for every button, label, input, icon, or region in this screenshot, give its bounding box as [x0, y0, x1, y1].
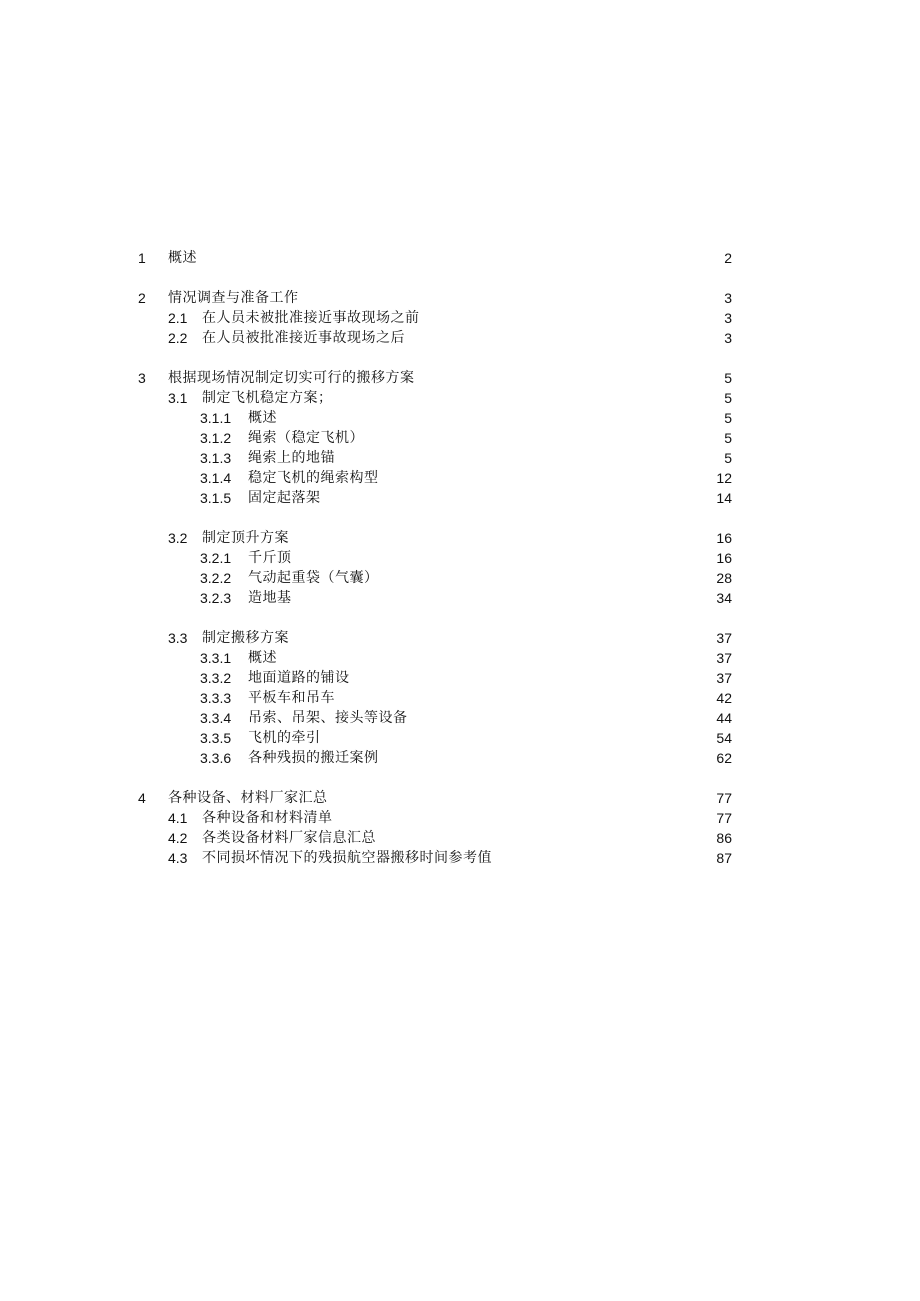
- toc-entry-title: 制定飞机稳定方案；: [202, 390, 333, 406]
- toc-entry-title: 地面道路的铺设: [248, 670, 350, 686]
- toc-entry-number: 3.1.5: [200, 490, 232, 506]
- toc-entry-page-number: 62: [716, 750, 732, 766]
- toc-entry-title: 概述: [168, 250, 197, 266]
- toc-entry-title: 根据现场情况制定切实可行的搬移方案: [168, 370, 415, 386]
- toc-entry[interactable]: [0, 328, 920, 348]
- toc-entry-title: 不同损坏情况下的残损航空器搬移时间参考值: [202, 850, 492, 866]
- toc-entry-number: 4: [138, 790, 146, 806]
- toc-entry-number: 4.2: [168, 830, 188, 846]
- toc-entry-page-number: 28: [716, 570, 732, 586]
- toc-entry-number: 2: [138, 290, 146, 306]
- toc-entry-number: 3.2.3: [200, 590, 232, 606]
- toc-entry-number: 3.3.1: [200, 650, 232, 666]
- toc-entry-page-number: 3: [724, 310, 732, 326]
- toc-entry-title: 绳索上的地锚: [248, 450, 335, 466]
- toc-entry[interactable]: [0, 708, 920, 728]
- toc-entry-number: 2.2: [168, 330, 188, 346]
- toc-entry-number: 3.3: [168, 630, 188, 646]
- toc-entry[interactable]: [0, 828, 920, 848]
- toc-entry-page-number: 37: [716, 630, 732, 646]
- toc-entry-title: 在人员未被批准接近事故现场之前: [202, 310, 420, 326]
- toc-entry[interactable]: [0, 248, 920, 268]
- toc-entry-page-number: 5: [724, 450, 732, 466]
- toc-entry-number: 3.3.5: [200, 730, 232, 746]
- toc-entry-page-number: 14: [716, 490, 732, 506]
- toc-entry[interactable]: [0, 528, 920, 548]
- toc-entry[interactable]: [0, 448, 920, 468]
- toc-entry[interactable]: [0, 808, 920, 828]
- toc-entry-title: 造地基: [248, 590, 292, 606]
- toc-entry-title: 千斤顶: [248, 550, 292, 566]
- toc-entry[interactable]: [0, 488, 920, 508]
- toc-entry-page-number: 44: [716, 710, 732, 726]
- toc-entry-number: 3.3.3: [200, 690, 232, 706]
- toc-entry-title: 制定顶升方案: [202, 530, 289, 546]
- toc-entry-number: 4.1: [168, 810, 188, 826]
- toc-entry-number: 3.3.2: [200, 670, 232, 686]
- toc-entry-title: 概述: [248, 650, 277, 666]
- toc-entry-title: 稳定飞机的绳索构型: [248, 470, 379, 486]
- toc-entry-title: 各种设备、材料厂家汇总: [168, 790, 328, 806]
- toc-entry[interactable]: [0, 408, 920, 428]
- toc-entry[interactable]: [0, 388, 920, 408]
- toc-entry-number: 3.3.4: [200, 710, 232, 726]
- toc-entry-number: 3.3.6: [200, 750, 232, 766]
- toc-entry-page-number: 86: [716, 830, 732, 846]
- toc-entry-title: 制定搬移方案: [202, 630, 289, 646]
- toc-entry-number: 3.2.2: [200, 570, 232, 586]
- toc-entry-title: 概述: [248, 410, 277, 426]
- toc-entry-title: 各种设备和材料清单: [202, 810, 333, 826]
- toc-entry-page-number: 5: [724, 410, 732, 426]
- toc-entry[interactable]: [0, 628, 920, 648]
- toc-entry-title: 吊索、吊架、接头等设备: [248, 710, 408, 726]
- toc-entry[interactable]: [0, 568, 920, 588]
- toc-entry-number: 1: [138, 250, 146, 266]
- toc-entry[interactable]: [0, 848, 920, 868]
- toc-entry-number: 3.1.2: [200, 430, 232, 446]
- toc-entry-page-number: 2: [724, 250, 732, 266]
- toc-entry-title: 气动起重袋（气囊）: [248, 570, 379, 586]
- toc-entry[interactable]: [0, 428, 920, 448]
- toc-entry-title: 飞机的牵引: [248, 730, 321, 746]
- toc-entry-number: 3.1.1: [200, 410, 232, 426]
- toc-entry-page-number: 5: [724, 430, 732, 446]
- toc-entry[interactable]: [0, 468, 920, 488]
- toc-entry-page-number: 16: [716, 530, 732, 546]
- toc-entry-title: 平板车和吊车: [248, 690, 335, 706]
- toc-entry-page-number: 37: [716, 670, 732, 686]
- toc-entry-title: 各种残损的搬迁案例: [248, 750, 379, 766]
- toc-entry[interactable]: [0, 648, 920, 668]
- toc-entry[interactable]: [0, 728, 920, 748]
- toc-entry-page-number: 3: [724, 290, 732, 306]
- toc-entry-number: 2.1: [168, 310, 188, 326]
- toc-entry-number: 3: [138, 370, 146, 386]
- toc-entry-page-number: 5: [724, 390, 732, 406]
- toc-entry-page-number: 12: [716, 470, 732, 486]
- toc-entry[interactable]: [0, 368, 920, 388]
- toc-entry-title: 情况调查与准备工作: [168, 290, 299, 306]
- toc-entry-page-number: 77: [716, 790, 732, 806]
- toc-entry-page-number: 3: [724, 330, 732, 346]
- toc-entry[interactable]: [0, 788, 920, 808]
- toc-entry-number: 3.1.3: [200, 450, 232, 466]
- toc-entry-page-number: 37: [716, 650, 732, 666]
- toc-entry-number: 4.3: [168, 850, 188, 866]
- toc-entry-number: 3.1.4: [200, 470, 232, 486]
- toc-entry[interactable]: [0, 748, 920, 768]
- toc-entry-number: 3.2: [168, 530, 188, 546]
- toc-entry-page-number: 16: [716, 550, 732, 566]
- toc-entry-number: 3.1: [168, 390, 188, 406]
- toc-entry[interactable]: [0, 288, 920, 308]
- toc-entry-page-number: 5: [724, 370, 732, 386]
- toc-entry-title: 固定起落架: [248, 490, 321, 506]
- toc-entry-title: 各类设备材料厂家信息汇总: [202, 830, 376, 846]
- toc-entry[interactable]: [0, 548, 920, 568]
- toc-entry[interactable]: [0, 688, 920, 708]
- toc-entry-page-number: 34: [716, 590, 732, 606]
- toc-entry-title: 在人员被批准接近事故现场之后: [202, 330, 405, 346]
- toc-entry[interactable]: [0, 308, 920, 328]
- toc-entry-page-number: 54: [716, 730, 732, 746]
- toc-entry[interactable]: [0, 668, 920, 688]
- toc-entry-title: 绳索（稳定飞机）: [248, 430, 364, 446]
- toc-entry-number: 3.2.1: [200, 550, 232, 566]
- toc-entry[interactable]: [0, 588, 920, 608]
- toc-entry-page-number: 87: [716, 850, 732, 866]
- toc-entry-page-number: 42: [716, 690, 732, 706]
- toc-entry-page-number: 77: [716, 810, 732, 826]
